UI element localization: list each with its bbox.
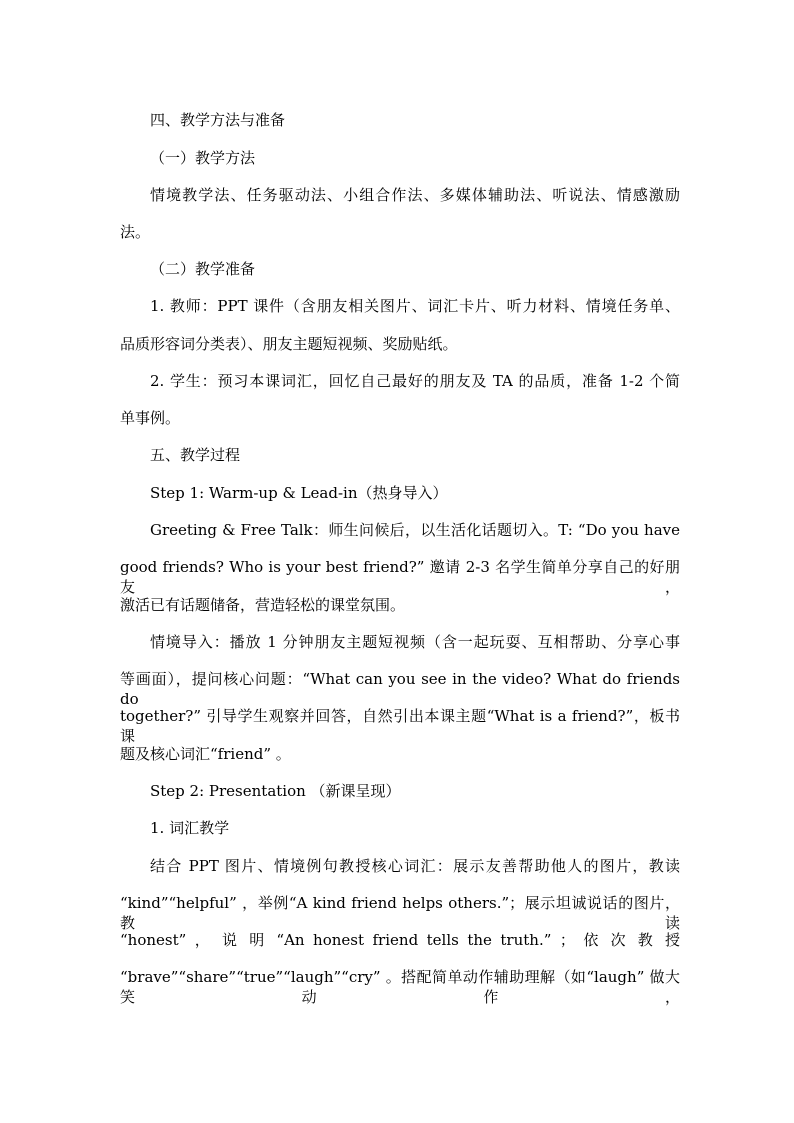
- paragraph-line: together?” 引导学生观察并回答，自然引出本课主题“What is a friend?”，板书课: [120, 707, 680, 745]
- paragraph-line: 品质形容词分类表）、朋友主题短视频、奖励贴纸。: [120, 335, 458, 353]
- subheading-vocabulary-teaching: 1. 词汇教学: [150, 819, 230, 837]
- paragraph-line: 等画面），提问核心问题：“What can you see in the video? What do friends do: [120, 670, 680, 708]
- subheading-teaching-preparation: （二）教学准备: [150, 260, 256, 278]
- paragraph-line: 激活已有话题储备，营造轻松的课堂氛围。: [120, 596, 406, 614]
- subheading-teaching-methods: （一）教学方法: [150, 149, 256, 167]
- paragraph-line: 1. 教师：PPT 课件（含朋友相关图片、词汇卡片、听力材料、情境任务单、: [150, 297, 680, 315]
- section-heading-teaching-methods-preparation: 四、教学方法与准备: [150, 111, 286, 129]
- step-heading: Step 1: Warm-up & Lead-in（热身导入）: [150, 484, 448, 502]
- paragraph-line: 法。: [120, 223, 151, 241]
- paragraph-line: 题及核心词汇“friend” 。: [120, 745, 291, 763]
- section-heading-teaching-process: 五、教学过程: [150, 446, 241, 464]
- step-heading: Step 2: Presentation （新课呈现）: [150, 782, 401, 800]
- paragraph-line: “honest” ， 说 明 “An honest friend tells the truth.” ； 依 次 教 授: [120, 931, 680, 949]
- paragraph-line: 情境教学法、任务驱动法、小组合作法、多媒体辅助法、听说法、情感激励: [150, 186, 680, 204]
- paragraph-line: 情境导入：播放 1 分钟朋友主题短视频（含一起玩耍、互相帮助、分享心事: [150, 633, 680, 651]
- paragraph-line: 2. 学生：预习本课词汇，回忆自己最好的朋友及 TA 的品质，准备 1-2 个简: [150, 372, 680, 390]
- paragraph-line: “brave”“share”“true”“laugh”“cry” 。搭配简单动作辅助理解（如“laugh” 做大笑动作，: [120, 968, 680, 1006]
- paragraph-line: 单事例。: [120, 409, 181, 427]
- paragraph-line: “kind”“helpful” ，举例“A kind friend helps others.”；展示坦诚说话的图片，教读: [120, 894, 680, 932]
- paragraph-line: 结合 PPT 图片、情境例句教授核心词汇：展示友善帮助他人的图片，教读: [150, 857, 680, 875]
- paragraph-line: Greeting & Free Talk：师生问候后，以生活化话题切入。T: “Do you have: [150, 521, 680, 539]
- paragraph-line: good friends? Who is your best friend?” 邀请 2-3 名学生简单分享自己的好朋友，: [120, 558, 680, 596]
